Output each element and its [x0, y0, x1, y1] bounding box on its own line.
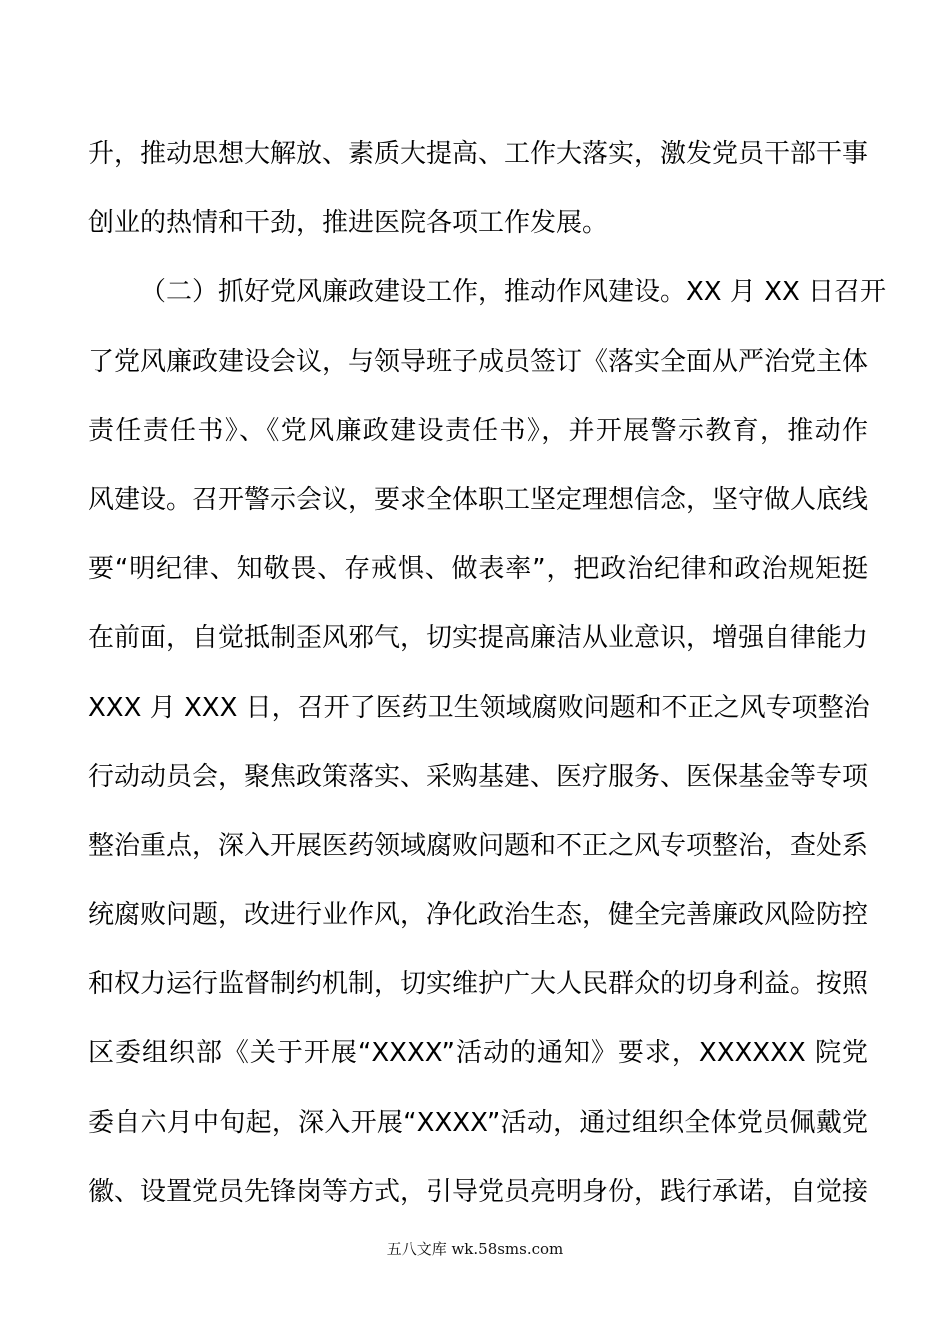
paragraph-line: 徽、设置党员先锋岗等方式，引导党员亮明身份，践行承诺，自觉接: [88, 1176, 869, 1207]
paragraph-line: 委自六月中旬起，深入开展“XXXX”活动，通过组织全体党员佩戴党: [88, 1107, 868, 1138]
paragraph-line: （二）抓好党风廉政建设工作，推动作风建设。XX 月 XX 日召开: [140, 277, 887, 308]
paragraph-line: 风建设。召开警示会议，要求全体职工坚定理想信念，坚守做人底线: [88, 484, 869, 515]
paragraph-line: 行动动员会，聚焦政策落实、采购基建、医疗服务、医保基金等专项: [88, 761, 869, 792]
paragraph-line: 整治重点，深入开展医药领域腐败问题和不正之风专项整治，查处系: [88, 830, 869, 861]
paragraph-line: 创业的热情和干劲，推进医院各项工作发展。: [88, 208, 609, 239]
paragraph-line: 升，推动思想大解放、素质大提高、工作大落实，激发党员干部干事: [88, 139, 869, 169]
paragraph-line: 责任责任书》、《党风廉政建设责任书》，并开展警示教育，推动作: [88, 415, 868, 446]
paragraph-line: 要“明纪律、知敬畏、存戒惧、做表率”，把政治纪律和政治规矩挺: [88, 554, 868, 585]
paragraph-line: 了党风廉政建设会议，与领导班子成员签订《落实全面从严治党主体: [88, 346, 869, 377]
body-text: [88, 120, 887, 1227]
footer-watermark: 五八文库 wk.58sms.com: [386, 1240, 564, 1258]
paragraph-line: 区委组织部《关于开展“XXXX”活动的通知》要求，XXXXXX 院党: [88, 1038, 868, 1069]
paragraph-line: 统腐败问题，改进行业作风，净化政治生态，健全完善廉政风险防控: [88, 900, 869, 931]
paragraph-line: XXX 月 XXX 日，召开了医药卫生领域腐败问题和不正之风专项整治: [88, 692, 870, 723]
paragraph-line: 和权力运行监督制约机制，切实维护广大人民群众的切身利益。按照: [88, 969, 869, 1000]
paragraph-line: 在前面，自觉抵制歪风邪气，切实提高廉洁从业意识，增强自律能力: [88, 623, 869, 654]
